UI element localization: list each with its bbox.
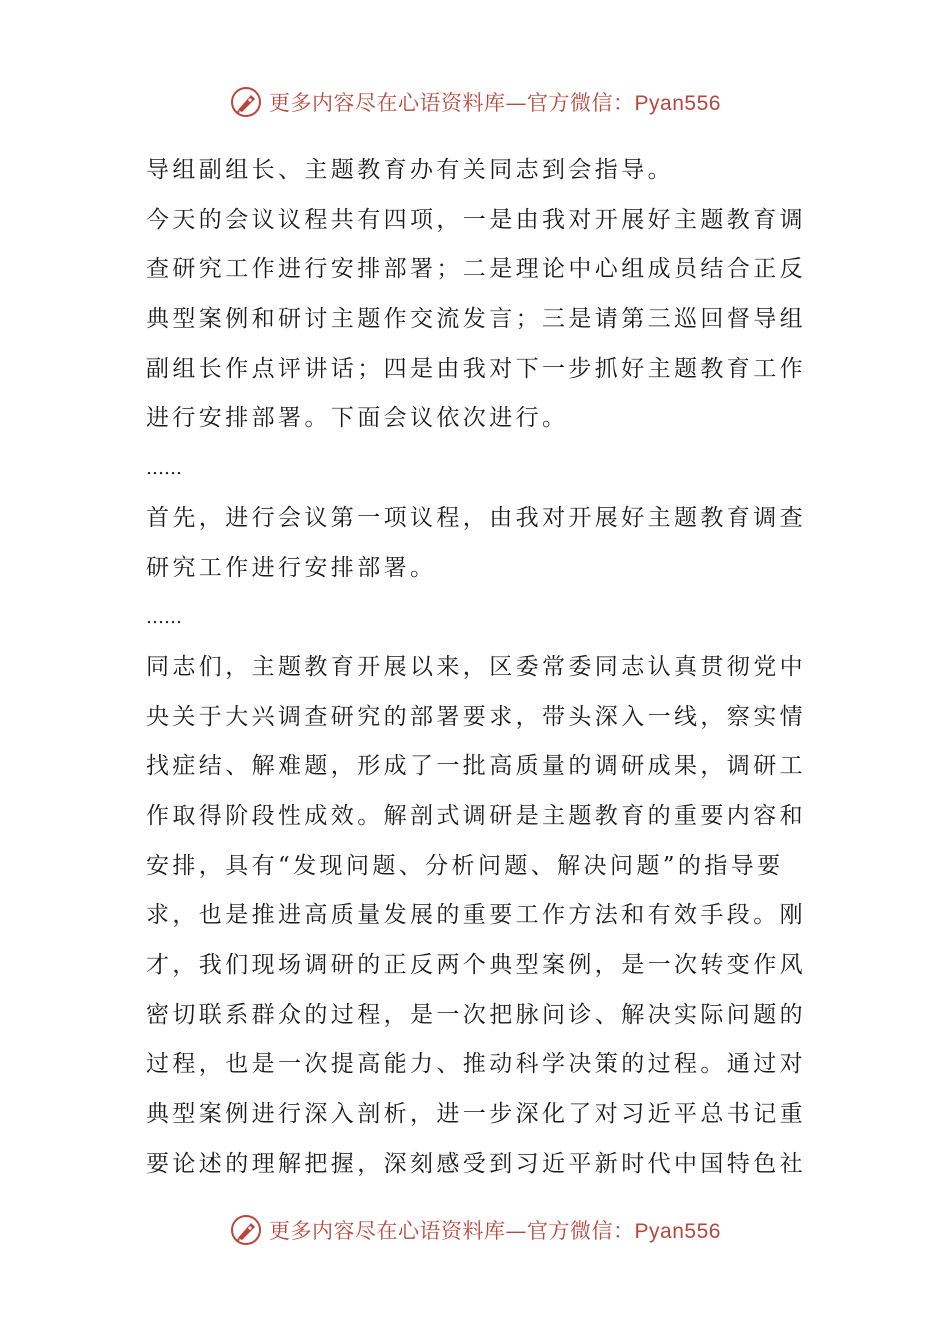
banner-text [269, 1215, 721, 1245]
text-line: 研究工作进行安排部署。 [146, 554, 437, 581]
wechat-id: Pyan556 [634, 1220, 721, 1243]
text-line: 密切联系群众的过程，是一次把脉问诊、解决实际问题的 [146, 1001, 806, 1028]
banner-slogan: 更多内容尽在心语资料库—官方微信： [269, 1219, 635, 1243]
banner-slogan: 更多内容尽在心语资料库—官方微信： [269, 91, 635, 115]
text-line: 找症结、解难题，形成了一批高质量的调研成果，调研工 [146, 753, 806, 780]
header-banner [0, 82, 950, 122]
text-line: 进行安排部署。下面会议依次进行。 [146, 405, 569, 432]
ellipsis-line: …… [146, 607, 182, 629]
text-line: 查研究工作进行安排部署；二是理论中心组成员结合正反 [146, 256, 806, 283]
text-line: 副组长作点评讲话；四是由我对下一步抓好主题教育工作 [146, 355, 806, 382]
text-line: 今天的会议议程共有四项，一是由我对开展好主题教育调 [146, 206, 806, 233]
wechat-id: Pyan556 [634, 92, 721, 115]
text-line: 要论述的理解把握，深刻感受到习近平新时代中国特色社 [146, 1150, 806, 1177]
text-line: 同志们，主题教育开展以来，区委常委同志认真贯彻党中 [146, 653, 806, 680]
banner-text [269, 87, 721, 117]
text-line: 求，也是推进高质量发展的重要工作方法和有效手段。刚 [146, 902, 806, 929]
ellipsis-line: …… [146, 458, 182, 480]
text-line: 典型案例和研讨主题作交流发言；三是请第三巡回督导组 [146, 306, 806, 333]
text-line: 典型案例进行深入剖析，进一步深化了对习近平总书记重 [146, 1101, 806, 1128]
text-line: 导组副组长、主题教育办有关同志到会指导。 [146, 157, 674, 183]
footer-banner [0, 1210, 950, 1250]
pen-nib-logo-icon [229, 85, 263, 119]
document-body [146, 146, 806, 1189]
pen-nib-logo-icon [229, 1213, 263, 1247]
text-line: 央关于大兴调查研究的部署要求，带头深入一线，察实情 [146, 703, 806, 730]
text-line: 过程，也是一次提高能力、推动科学决策的过程。通过对 [146, 1051, 806, 1078]
text-line: 首先，进行会议第一项议程，由我对开展好主题教育调查 [146, 504, 806, 531]
text-line: 安排，具有“发现问题、分析问题、解决问题”的指导要 [146, 852, 784, 879]
text-line: 才，我们现场调研的正反两个典型案例，是一次转变作风 [146, 952, 806, 978]
text-line: 作取得阶段性成效。解剖式调研是主题教育的重要内容和 [146, 802, 806, 829]
